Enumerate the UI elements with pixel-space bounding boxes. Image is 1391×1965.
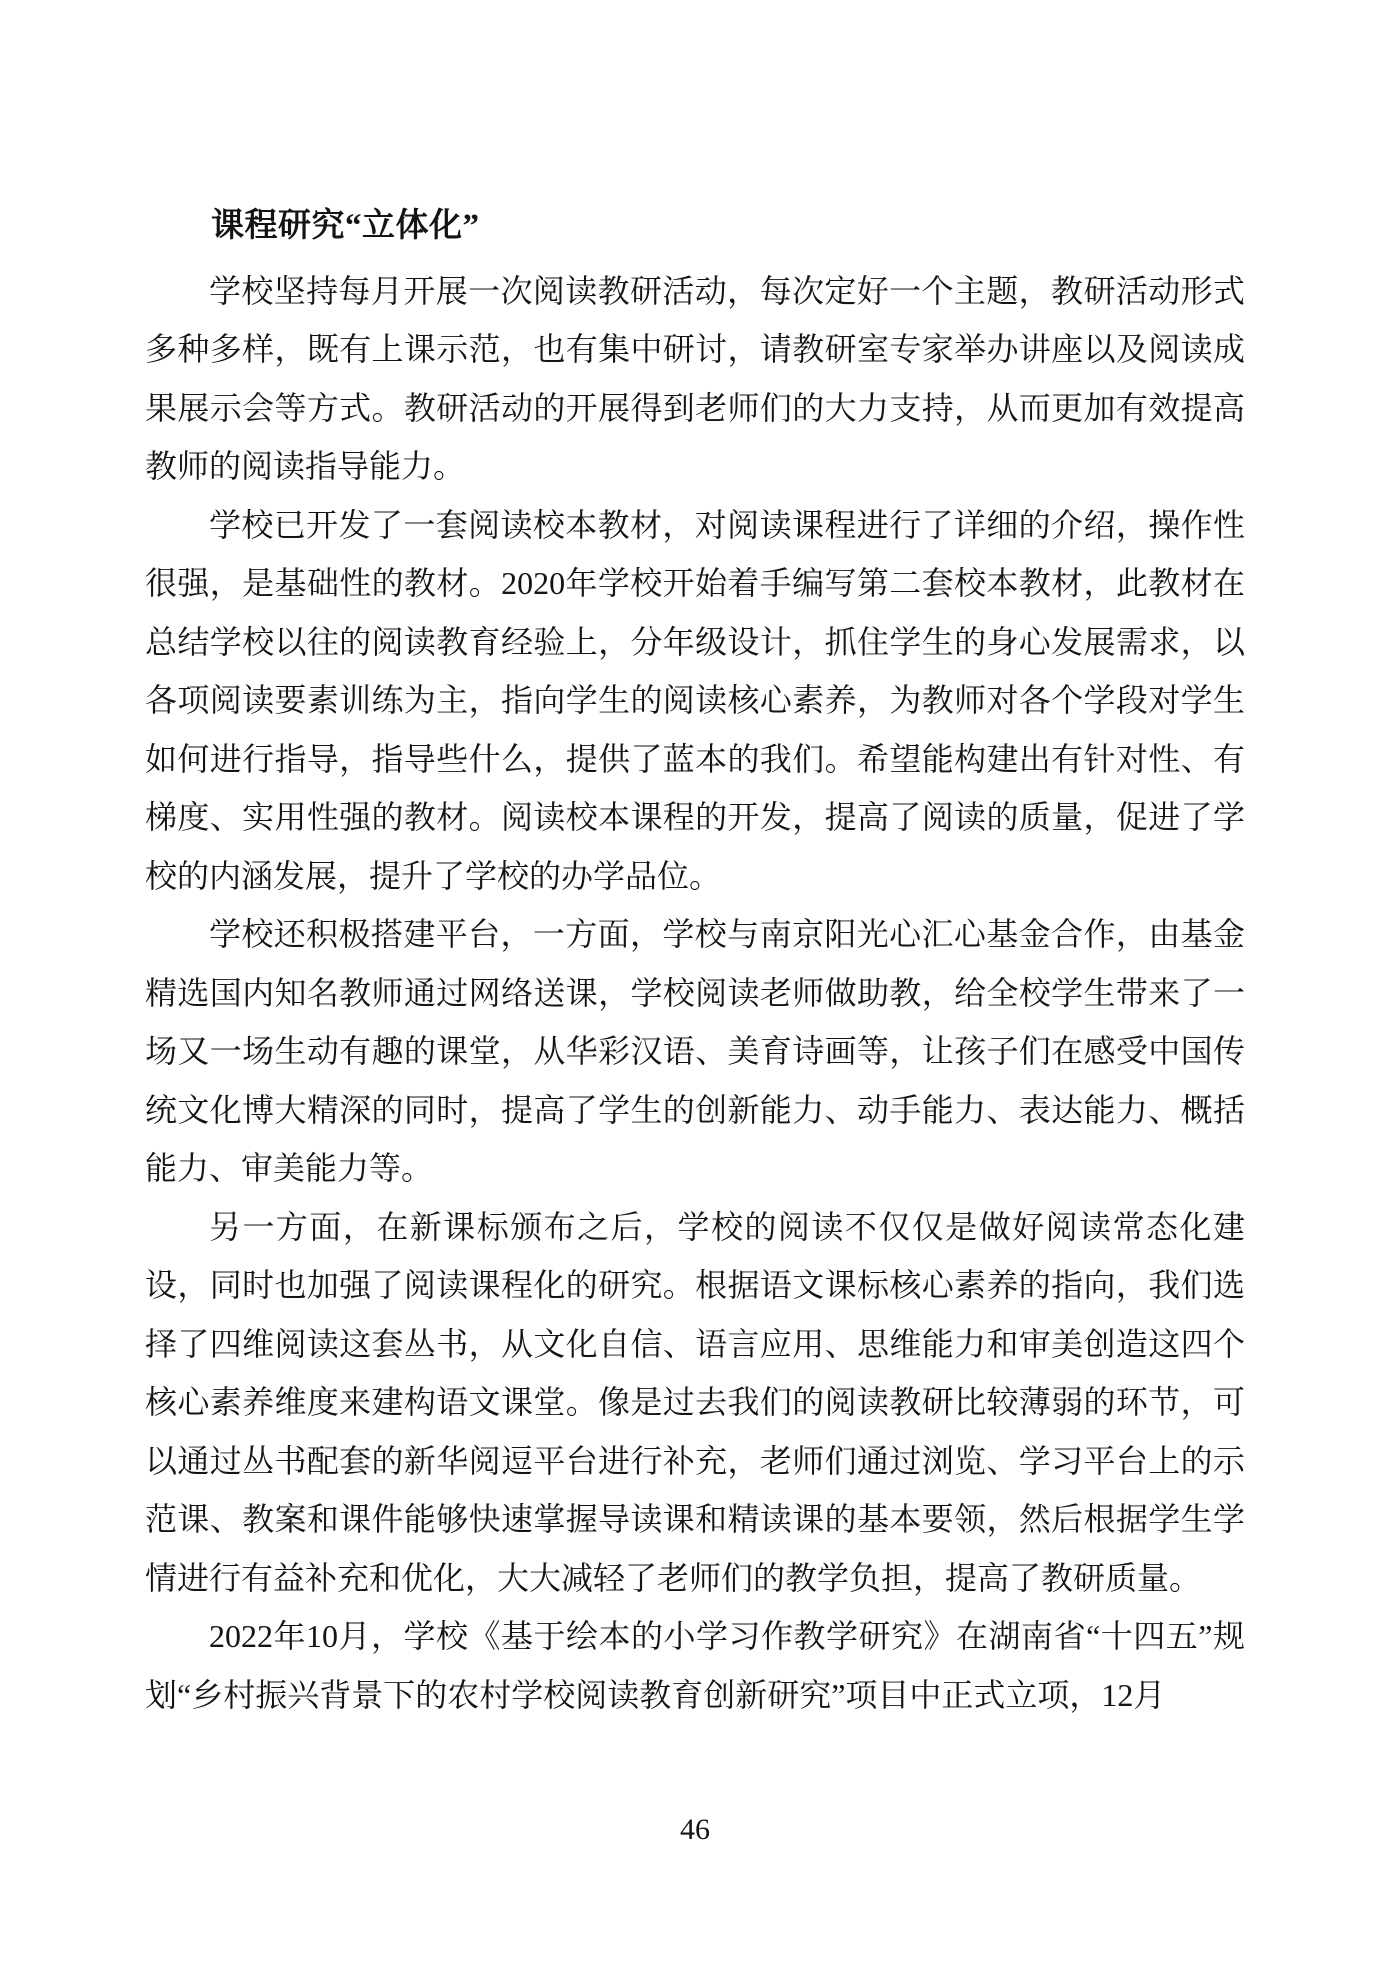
page-number: 46 <box>680 1813 710 1846</box>
document-body <box>145 197 1245 1724</box>
paragraph-4: 另一方面，在新课标颁布之后，学校的阅读不仅仅是做好阅读常态化建设，同时也加强了阅读课程化的研究。根据语文课标核心素养的指向，我们选择了四维阅读这套丛书，从文化自信、语言应用、思维能力和审美创造这四个核心素养维度来建构语文课堂。像是过去我们的阅读教研比较薄弱的环节，可以通过丛书配套的新华阅逗平台进行补充，老师们通过浏览、学习平台上的示范课、教案和课件能够快速掌握导读课和精读课的基本要领，然后根据学生学情进行有益补充和优化，大大减轻了老师们的教学负担，提高了教研质量。 <box>145 1208 1245 1596</box>
paragraph-1: 学校坚持每月开展一次阅读教研活动，每次定好一个主题，教研活动形式多种多样，既有上课示范，也有集中研讨，请教研室专家举办讲座以及阅读成果展示会等方式。教研活动的开展得到老师们的大力支持，从而更加有效提高教师的阅读指导能力。 <box>145 272 1245 484</box>
paragraph-2: 学校已开发了一套阅读校本教材，对阅读课程进行了详细的介绍，操作性很强，是基础性的教材。2020年学校开始着手编写第二套校本教材，此教材在总结学校以往的阅读教育经验上，分年级设计，抓住学生的身心发展需求，以各项阅读要素训练为主，指向学生的阅读核心素养，为教师对各个学段对学生如何进行指导，指导些什么，提供了蓝本的我们。希望能构建出有针对性、有梯度、实用性强的教材。阅读校本课程的开发，提高了阅读的质量，促进了学校的内涵发展，提升了学校的办学品位。 <box>145 506 1245 894</box>
section-heading: 课程研究“立体化” <box>211 208 480 244</box>
paragraph-3: 学校还积极搭建平台，一方面，学校与南京阳光心汇心基金合作，由基金精选国内知名教师通过网络送课，学校阅读老师做助教，给全校学生带来了一场又一场生动有趣的课堂，从华彩汉语、美育诗画等，让孩子们在感受中国传统文化博大精深的同时，提高了学生的创新能力、动手能力、表达能力、概括能力、审美能力等。 <box>145 916 1245 1186</box>
paragraph-5: 2022年10月，学校《基于绘本的小学习作教学研究》在湖南省“十四五”规划“乡村振兴背景下的农村学校阅读教育创新研究”项目中正式立项，12月 <box>145 1618 1245 1713</box>
